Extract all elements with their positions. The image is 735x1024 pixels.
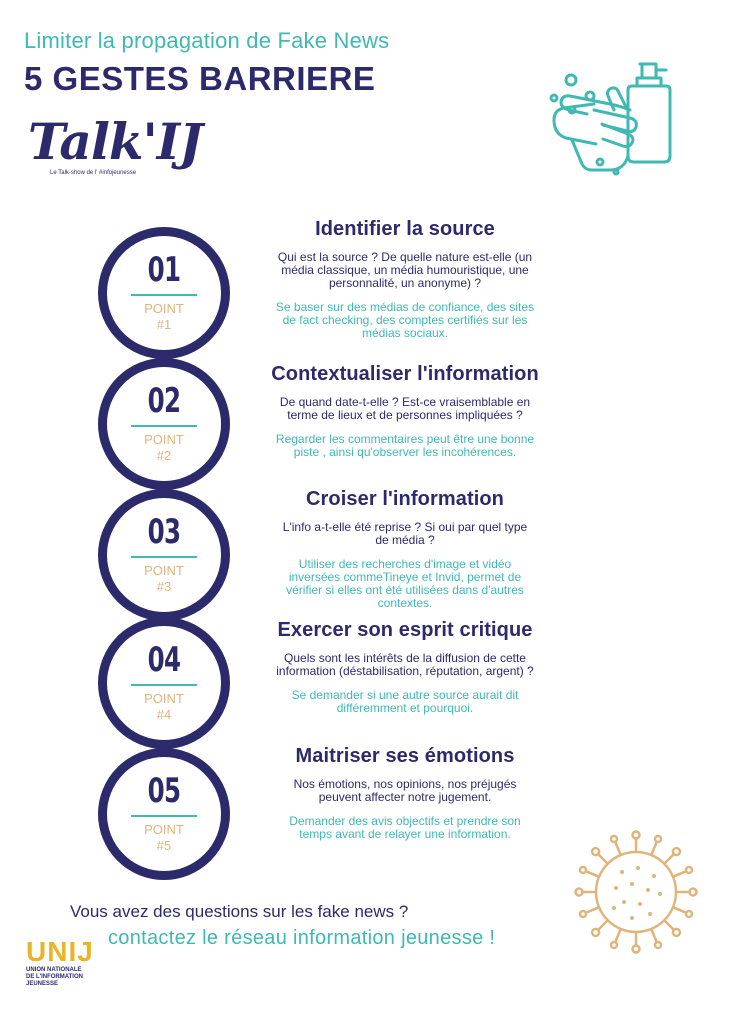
step-2-heading: Contextualiser l'information [271,363,539,385]
step-5-point-number: #5 [156,838,172,853]
step-1-badge [98,227,230,359]
unij-line-2: DE L'INFORMATION [26,974,83,980]
step-4-text [250,619,560,715]
step-5-badge [98,748,230,880]
step-3-badge [98,489,230,621]
step-5-number: 05 [147,771,181,811]
step-2-point-number: #2 [156,448,172,463]
page-subtitle: Limiter la propagation de Fake News [24,28,390,53]
logo-wordmark: Talk'IJ [28,112,202,171]
step-1-tip: Se baser sur des médias de confiance, des sites de fact checking, des comptes certifiés sur les médias sociaux. [275,300,535,340]
step-1-point [107,301,221,333]
step-1-point-number: #1 [156,317,172,332]
step-5-tip: Demander des avis objectifs et prendre son temps avant de relayer une information. [289,814,521,841]
unij-acronym: UNIJ [26,936,94,967]
footer-contact: contactez le réseau information jeunesse ! [108,927,496,949]
step-2-text [245,363,565,459]
step-3-point [107,563,221,595]
step-2-point-label: POINT [144,432,184,447]
step-1-point-label: POINT [144,301,184,316]
step-1-heading: Identifier la source [315,218,495,240]
step-2-tip: Regarder les commentaires peut être une bonne piste , ainsi qu'observer les incohérences. [275,432,535,459]
step-2-point [107,432,221,464]
virus-icon [572,828,700,956]
step-2-number: 02 [147,381,181,421]
footer-question: Vous avez des questions sur les fake news ? [70,902,409,921]
step-4-question: Quels sont les intérêts de la diffusion de cette information (déstabilisation, réputation, argent) ? [276,651,534,678]
step-5-question: Nos émotions, nos opinions, nos préjugés peuvent affecter notre jugement. [293,777,517,804]
unij-line-3: JEUNESSE [26,981,59,987]
unij-logo [26,938,116,988]
step-4-divider [131,684,197,686]
page-title: 5 GESTES BARRIERE [24,60,376,97]
step-4-point-label: POINT [144,691,184,706]
step-1-number: 01 [147,250,181,290]
step-3-heading: Croiser l'information [306,488,504,510]
step-5-divider [131,815,197,817]
step-2-question: De quand date-t-elle ? Est-ce vraisemblable en terme de lieux et de personnes impliquées ? [279,395,531,422]
logo-tagline: Le Talk-show de l' #infojeunesse [50,170,137,176]
step-5-point-label: POINT [144,822,184,837]
step-2-badge [98,358,230,490]
unij-fullname [26,967,116,988]
step-1-question: Qui est la source ? De quelle nature est-elle (un média classique, un média humouristique, une personnalité, un anonyme) ? [277,250,533,290]
step-5-heading: Maitriser ses émotions [295,745,515,767]
step-4-number: 04 [147,640,181,680]
step-2-divider [131,425,197,427]
hand-washing-icon [544,58,674,182]
unij-line-1: UNION NATIONALE [26,967,82,973]
step-3-text [250,488,560,610]
step-3-number: 03 [147,512,181,552]
step-5-point [107,822,221,854]
step-4-badge [98,617,230,749]
step-3-point-number: #3 [156,579,172,594]
step-3-tip: Utiliser des recherches d'image et vidéo inversées commeTineye et Invid, permet de vérifier si elles ont été utilisées dans d'autres contextes. [286,557,524,610]
step-4-point [107,691,221,723]
step-4-tip: Se demander si une autre source aurait dit différemment et pourquoi. [291,688,519,715]
step-4-heading: Exercer son esprit critique [277,619,533,641]
talk-ij-logo [28,112,202,188]
step-3-point-label: POINT [144,563,184,578]
step-3-question: L'info a-t-elle été reprise ? Si oui par quel type de média ? [282,520,528,547]
step-1-divider [131,294,197,296]
step-1-text [250,218,560,340]
step-3-divider [131,556,197,558]
step-4-point-number: #4 [156,707,172,722]
step-5-text [250,745,560,841]
